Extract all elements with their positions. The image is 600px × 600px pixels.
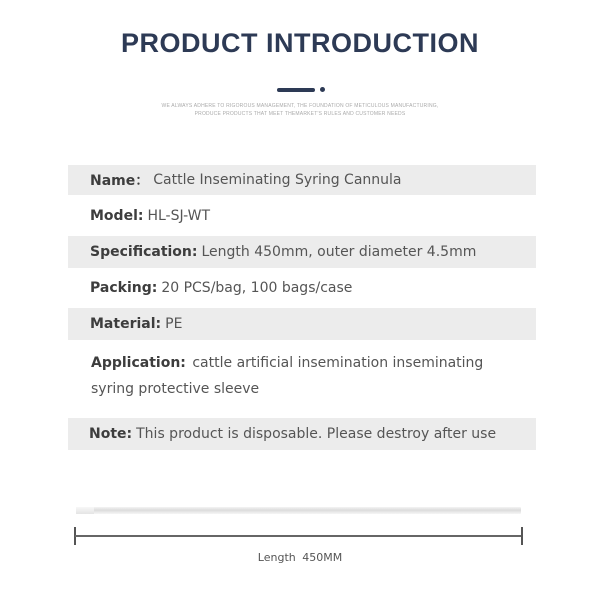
subtitle-line-2: PRODUCE PRODUCTS THAT MEET THEMARKET'S RULES AND CUSTOMER NEEDS <box>194 111 406 117</box>
spec-row-material <box>68 308 536 340</box>
spec-label-model: Model: <box>90 208 144 224</box>
spec-row-specification <box>68 236 536 268</box>
spec-value-name: Cattle Inseminating Syring Cannula <box>153 172 402 188</box>
spec-label-specification: Specification: <box>90 244 198 260</box>
subtitle <box>0 102 600 118</box>
spec-value-material: PE <box>165 316 183 332</box>
cannula-tube-image <box>76 507 521 514</box>
spec-label-note: Note: <box>89 426 133 442</box>
spec-row-application <box>68 350 536 402</box>
spec-label-packing: Packing: <box>90 280 158 296</box>
spec-label-name: Name： <box>90 173 150 189</box>
spec-value-packing: 20 PCS/bag, 100 bags/case <box>161 280 353 296</box>
cannula-tube-tip <box>76 507 94 514</box>
spec-row-packing <box>68 272 536 304</box>
spec-value-model: HL-SJ-WT <box>147 208 210 224</box>
title-divider-dot <box>320 87 325 92</box>
spec-row-name <box>68 165 536 195</box>
spec-row-model <box>68 200 536 232</box>
ruler-tick-right <box>521 527 523 545</box>
spec-row-note <box>68 418 536 450</box>
spec-label-material: Material: <box>90 316 162 332</box>
page-title: PRODUCT INTRODUCTION <box>121 28 479 58</box>
dimension-label: Length 450MM <box>257 551 343 564</box>
spec-value-application: cattle artificial insemination inseminating syring protective sleeve <box>91 355 484 397</box>
spec-value-specification: Length 450mm, outer diameter 4.5mm <box>201 244 477 260</box>
spec-value-note: This product is disposable. Please destroy after use <box>136 426 497 442</box>
subtitle-line-1: WE ALWAYS ADHERE TO RIGOROUS MANAGEMENT, THE FOUNDATION OF METICULOUS MANUFACTURING, <box>161 103 439 109</box>
title-divider-bar <box>277 88 315 92</box>
dimension-ruler-line <box>75 535 522 537</box>
spec-label-application: Application: <box>91 355 186 371</box>
